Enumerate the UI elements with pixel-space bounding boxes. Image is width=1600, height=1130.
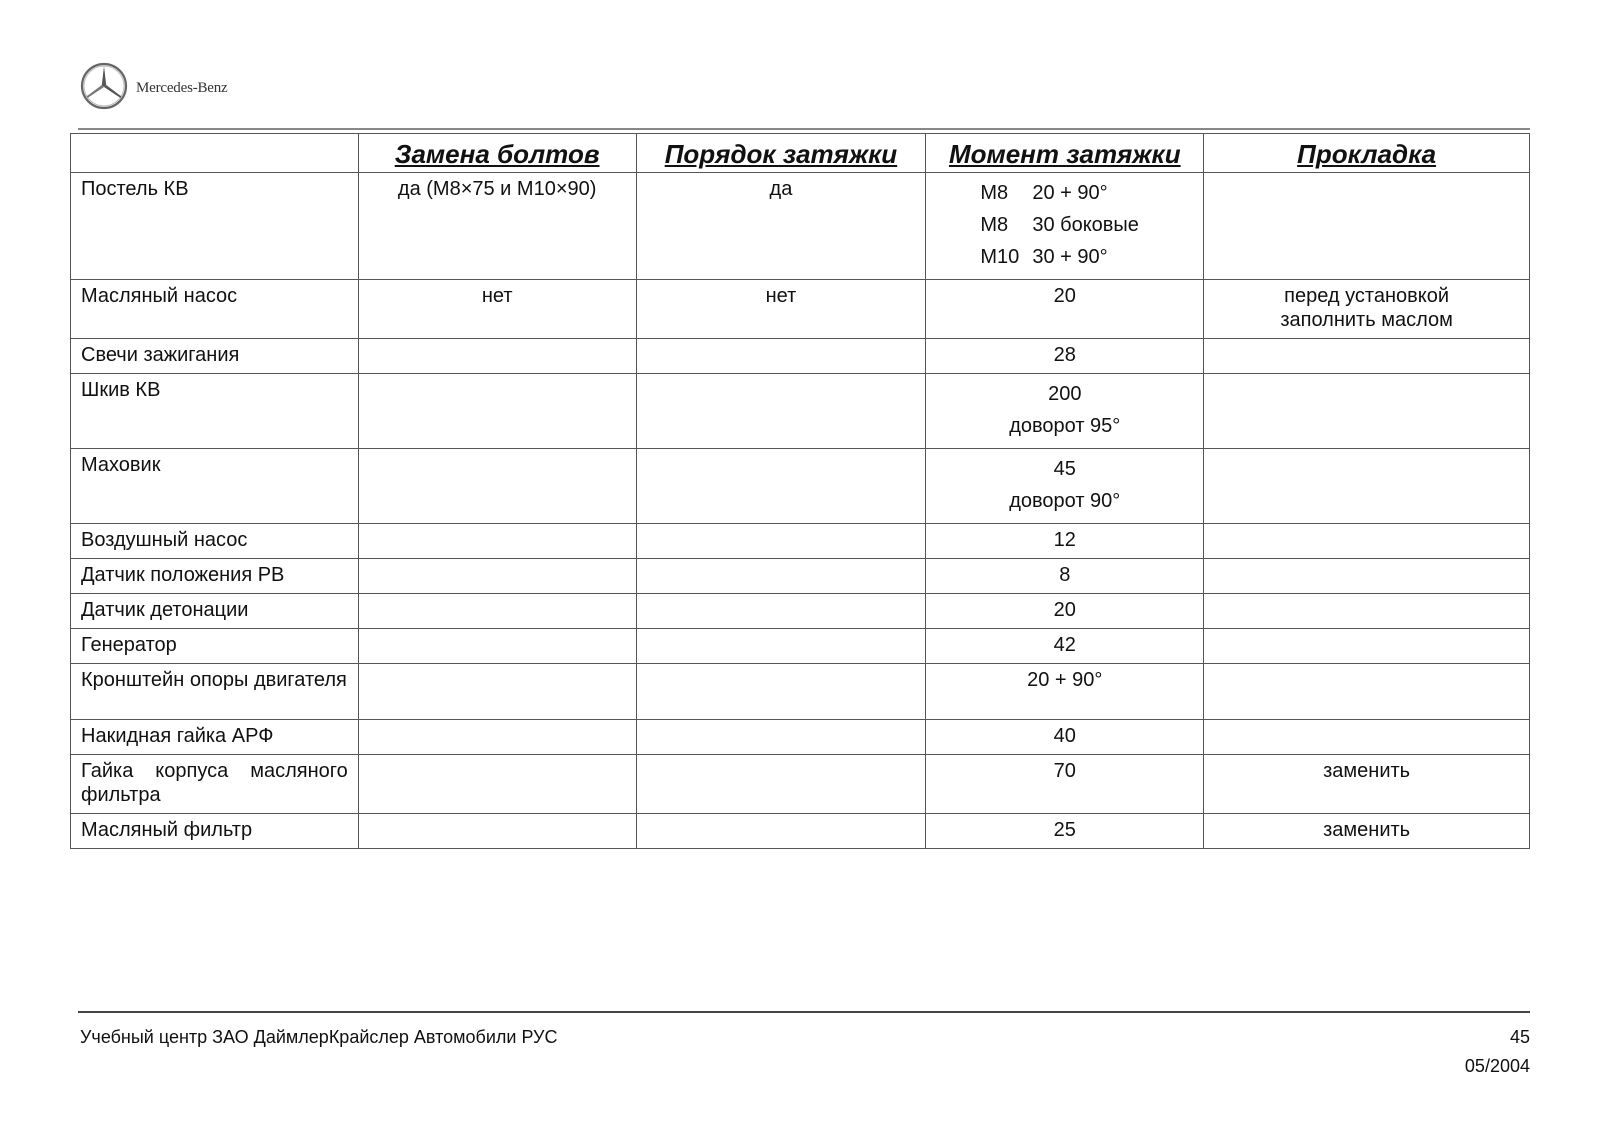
- table-row: [71, 449, 1530, 524]
- table-header-row: [71, 134, 1530, 173]
- torque-value: 70: [1053, 760, 1076, 782]
- table-row: [71, 755, 1530, 814]
- column-header-component: [71, 134, 359, 173]
- torque-value: 8: [1059, 564, 1071, 586]
- torque-value: 20: [1053, 599, 1076, 621]
- footer-date: 05/2004: [1464, 1056, 1530, 1076]
- table-row: [71, 594, 1530, 629]
- table-row: [71, 524, 1530, 559]
- cell-gasket: [1204, 524, 1530, 559]
- cell-torque: [926, 449, 1204, 524]
- table-row: [71, 664, 1530, 720]
- table-row: [71, 559, 1530, 594]
- table-row: [71, 720, 1530, 755]
- cell-bolt-replacement: [358, 755, 636, 814]
- page-number: 45: [1509, 1027, 1530, 1047]
- cell-torque: [926, 720, 1204, 755]
- table-row: [71, 280, 1530, 339]
- cell-bolt-replacement: [358, 629, 636, 664]
- cell-tightening-order: [636, 755, 926, 814]
- cell-gasket: [1204, 629, 1530, 664]
- torque-value: 20: [1053, 285, 1076, 307]
- cell-bolt-replacement: [358, 814, 636, 849]
- cell-tightening-order: [636, 449, 926, 524]
- torque-bolt-size: M10: [980, 246, 1020, 268]
- cell-gasket: [1204, 449, 1530, 524]
- cell-bolt-replacement: [358, 720, 636, 755]
- gasket-note: заменить: [1323, 760, 1411, 782]
- cell-tightening-order: да: [636, 173, 926, 280]
- footer-organization: Учебный центр ЗАО ДаймлерКрайслер Автомобили РУС: [80, 1027, 558, 1047]
- cell-torque: [926, 814, 1204, 849]
- cell-torque: [926, 374, 1204, 449]
- cell-torque: [926, 173, 1204, 280]
- cell-torque: [926, 594, 1204, 629]
- cell-tightening-order: [636, 664, 926, 720]
- cell-bolt-replacement: [358, 449, 636, 524]
- cell-gasket: [1204, 374, 1530, 449]
- header-divider: [78, 128, 1530, 130]
- cell-tightening-order: [636, 814, 926, 849]
- table-row: [71, 339, 1530, 374]
- cell-tightening-order: [636, 720, 926, 755]
- cell-tightening-order: [636, 339, 926, 374]
- cell-component: Датчик положения РВ: [71, 559, 359, 594]
- cell-tightening-order: [636, 629, 926, 664]
- torque-value: 200: [1048, 383, 1082, 405]
- cell-component: Накидная гайка АРФ: [71, 720, 359, 755]
- cell-gasket: [1204, 594, 1530, 629]
- cell-component: Гайка корпуса масляного фильтра: [71, 755, 359, 814]
- gasket-note: перед установкой: [1284, 285, 1450, 307]
- cell-gasket: [1204, 173, 1530, 280]
- torque-bolt-size: M8: [980, 214, 1009, 236]
- cell-gasket: [1204, 814, 1530, 849]
- cell-torque: [926, 339, 1204, 374]
- cell-gasket: [1204, 755, 1530, 814]
- logo: [80, 62, 228, 110]
- cell-gasket: [1204, 280, 1530, 339]
- footer-divider: [78, 1011, 1530, 1013]
- column-header-gasket: Прокладка: [1204, 134, 1530, 173]
- table-row: [71, 173, 1530, 280]
- torque-table: [70, 133, 1530, 849]
- brand-name: Mercedes-Benz: [136, 79, 228, 96]
- cell-tightening-order: [636, 594, 926, 629]
- gasket-note: заменить: [1323, 819, 1411, 841]
- gasket-note: заполнить маслом: [1280, 309, 1453, 331]
- torque-value: доворот 95°: [1009, 415, 1121, 437]
- cell-gasket: [1204, 720, 1530, 755]
- cell-torque: [926, 280, 1204, 339]
- torque-value: 45: [1053, 458, 1076, 480]
- cell-torque: [926, 664, 1204, 720]
- cell-tightening-order: нет: [636, 280, 926, 339]
- cell-component: Кронштейн опоры двигателя: [71, 664, 359, 720]
- torque-value: 28: [1053, 344, 1076, 366]
- table-row: [71, 374, 1530, 449]
- cell-torque: [926, 755, 1204, 814]
- column-header-bolt-replacement: Замена болтов: [358, 134, 636, 173]
- cell-component: Свечи зажигания: [71, 339, 359, 374]
- cell-gasket: [1204, 339, 1530, 374]
- cell-component: Масляный насос: [71, 280, 359, 339]
- cell-component: Маховик: [71, 449, 359, 524]
- cell-bolt-replacement: нет: [358, 280, 636, 339]
- cell-tightening-order: [636, 374, 926, 449]
- cell-bolt-replacement: [358, 524, 636, 559]
- table-row: [71, 814, 1530, 849]
- torque-value: 20 + 90°: [1027, 669, 1103, 691]
- torque-bolt-size: M8: [980, 182, 1009, 204]
- cell-component: Генератор: [71, 629, 359, 664]
- column-header-tightening-order: Порядок затяжки: [636, 134, 926, 173]
- torque-value: 30 боковые: [1032, 214, 1139, 236]
- cell-bolt-replacement: [358, 374, 636, 449]
- torque-value: 25: [1053, 819, 1076, 841]
- torque-value: 42: [1053, 634, 1076, 656]
- cell-torque: [926, 629, 1204, 664]
- cell-bolt-replacement: [358, 594, 636, 629]
- cell-component: Датчик детонации: [71, 594, 359, 629]
- cell-bolt-replacement: [358, 664, 636, 720]
- torque-value: доворот 90°: [1009, 490, 1121, 512]
- cell-bolt-replacement: [358, 559, 636, 594]
- cell-bolt-replacement: да (M8×75 и M10×90): [358, 173, 636, 280]
- cell-component: Воздушный насос: [71, 524, 359, 559]
- torque-value: 20 + 90°: [1032, 182, 1108, 204]
- torque-value: 40: [1053, 725, 1076, 747]
- cell-torque: [926, 559, 1204, 594]
- torque-value: 30 + 90°: [1032, 246, 1108, 268]
- cell-torque: [926, 524, 1204, 559]
- cell-tightening-order: [636, 559, 926, 594]
- cell-bolt-replacement: [358, 339, 636, 374]
- three-pointed-star-icon: [80, 62, 128, 110]
- cell-component: Масляный фильтр: [71, 814, 359, 849]
- cell-gasket: [1204, 559, 1530, 594]
- cell-component: Постель КВ: [71, 173, 359, 280]
- cell-gasket: [1204, 664, 1530, 720]
- cell-component: Шкив КВ: [71, 374, 359, 449]
- cell-tightening-order: [636, 524, 926, 559]
- table-row: [71, 629, 1530, 664]
- column-header-torque: Момент затяжки: [926, 134, 1204, 173]
- torque-value: 12: [1053, 529, 1076, 551]
